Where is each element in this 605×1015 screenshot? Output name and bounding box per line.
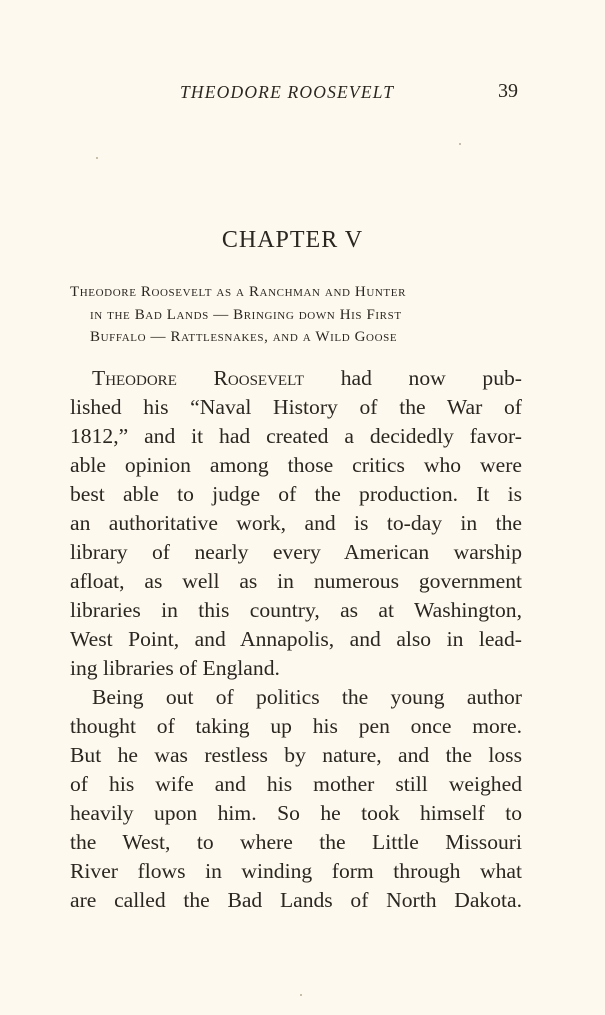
paper-speck (300, 994, 302, 996)
running-head (70, 82, 520, 108)
text-line: of his wife and his mother still weighed (70, 772, 522, 796)
line-text: had now pub- (304, 366, 522, 390)
text-line: able opinion among those critics who were (70, 453, 522, 477)
text-line: lished his “Naval History of the War of (70, 395, 522, 419)
text-line: But he was restless by nature, and the loss (70, 743, 522, 767)
body-text (70, 364, 522, 915)
text-line: West Point, and Annapolis, and also in lead- (70, 627, 522, 651)
text-line: libraries in this country, as at Washington, (70, 598, 522, 622)
summary-line: Buffalo — Rattlesnakes, and a Wild Goose (90, 329, 398, 345)
text-line: ing libraries of England. (70, 656, 280, 680)
text-line: River flows in winding form through what (70, 859, 522, 883)
summary-line: Theodore Roosevelt as a Ranchman and Hunter (70, 284, 407, 300)
text-line: heavily upon him. So he took himself to (70, 801, 522, 825)
text-line: library of nearly every American warship (70, 540, 522, 564)
chapter-summary (70, 281, 522, 349)
text-line: afloat, as well as in numerous government (70, 569, 522, 593)
text-line: 1812,” and it had created a decidedly favor- (70, 424, 522, 448)
text-line: are called the Bad Lands of North Dakota. (70, 888, 522, 912)
text-line: thought of taking up his pen once more. (70, 714, 522, 738)
page-number: 39 (498, 80, 518, 102)
text-line: an authoritative work, and is to-day in the (70, 511, 522, 535)
lead-in-name: Theodore Roosevelt (92, 366, 305, 390)
paper-speck (96, 157, 98, 159)
chapter-heading: CHAPTER V (221, 227, 364, 253)
text-line: the West, to where the Little Missouri (70, 830, 522, 854)
text-line: best able to judge of the production. It is (70, 482, 522, 506)
summary-line: in the Bad Lands — Bringing down His First (90, 306, 402, 323)
paper-speck (459, 143, 461, 145)
running-title: THEODORE ROOSEVELT (180, 82, 395, 102)
paragraph-1-first-line (70, 364, 522, 393)
paragraph-2-first-line: Being out of politics the young author (92, 685, 522, 709)
